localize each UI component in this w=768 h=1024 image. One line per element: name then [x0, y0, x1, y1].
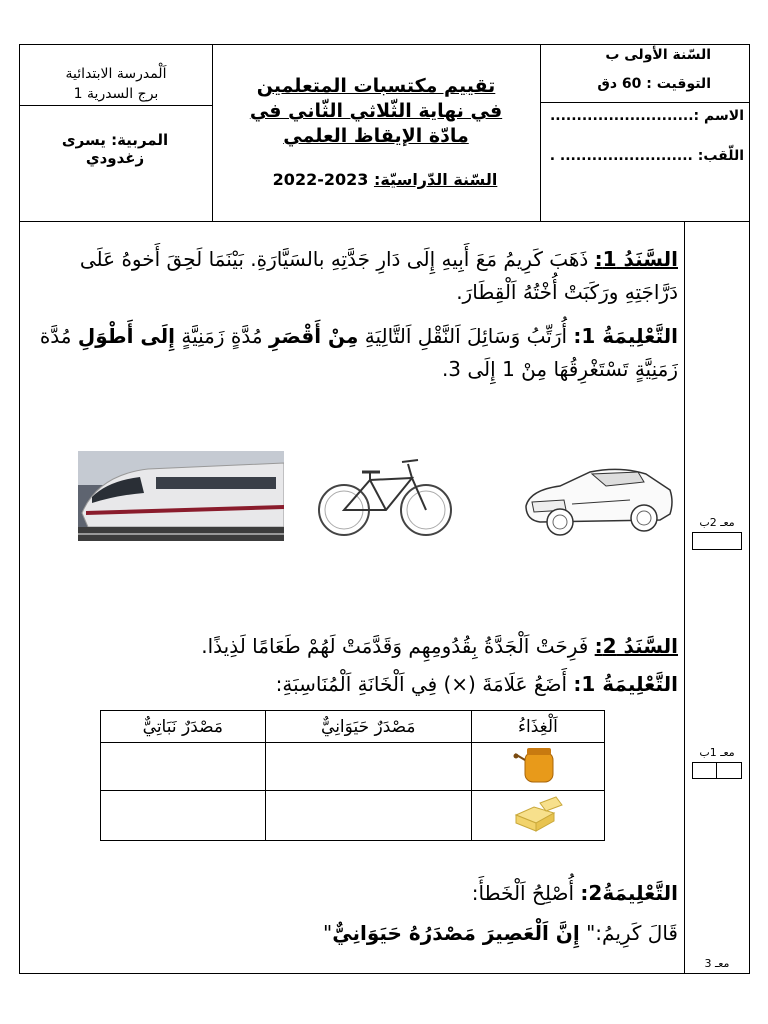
instruction-1-text-a: أُرَتِّبُ وَسَائِلَ اَلنَّقْلِ اَلتَّالِيَةِ	[358, 324, 574, 348]
food-cell-butter	[471, 791, 604, 841]
table-header-row	[101, 711, 605, 743]
page-border-right	[749, 44, 750, 974]
criterion-1b-score-box-b[interactable]	[716, 762, 742, 779]
table-row	[101, 791, 605, 841]
criterion-1b-label: معـ 1ب	[699, 746, 735, 759]
exam-duration: التوقيت : 60 دق	[597, 76, 711, 92]
school-name: اَلْمدرسة الابتدائية	[65, 66, 167, 82]
header-divider-school	[19, 105, 213, 106]
quote-prefix: قَالَ كَرِيمُ:"	[579, 921, 678, 945]
instruction-2-1-text: أَضَعُ عَلَامَةَ (×) فِي اَلْخَانَةِ اَلْمُنَاسِبَةِ:	[275, 672, 574, 696]
quote-statement: إِنَّ اَلْعَصِيرَ مَصْدَرُهُ حَيَوَانِيٌّ	[332, 921, 580, 945]
support-2	[32, 630, 678, 663]
header-divider-level	[540, 102, 750, 103]
header-divider-right	[540, 44, 541, 222]
criterion-3-label: معـ 3	[704, 957, 730, 970]
food-source-table	[100, 710, 605, 841]
page-border-left	[19, 44, 20, 974]
header-animal-source: مَصْدَرٌ حَيَوَانِيٌّ	[265, 711, 471, 743]
butter-image	[510, 793, 566, 833]
instruction-1	[32, 320, 678, 386]
instruction-2-2-text: أُصْلِحُ اَلْخَطأَ:	[471, 881, 581, 905]
bicycle-image	[310, 452, 462, 542]
page-title-line3: مادّة الإيقاظ العلمي	[283, 125, 469, 147]
student-surname-field[interactable]: اللّقب: ......................... .	[549, 148, 744, 164]
quote-suffix: "	[323, 921, 333, 945]
instruction-1-text-b: مُدَّةٍ زَمَنِيَّةٍ	[175, 324, 269, 348]
karim-quote	[32, 917, 678, 950]
support-1-text: ذَهَبَ كَرِيمُ مَعَ أَبِيهِ إِلَى دَارِ جَدَّتِهِ بالسَيَّارَةِ. بَيْنَمَا لَحِقَ أَخوهُ عَلَى دَرَّاجَتِهِ ورَكَبَتْ أُخْتُهُ اَلْقِطَارَ.	[79, 247, 678, 304]
page-title-line2: في نهاية الثّلاثي الثّاني في	[249, 100, 503, 122]
honey-jar-image	[513, 744, 563, 784]
header-border-bottom	[19, 221, 750, 222]
animal-source-cell-1[interactable]	[265, 743, 471, 791]
margin-column-divider	[684, 222, 685, 974]
food-cell-honey	[471, 743, 604, 791]
school-year-value: 2023-2022	[272, 170, 369, 189]
train-image	[78, 451, 284, 541]
criterion-2b-label: معـ 2ب	[699, 516, 735, 529]
page-title-line1: تقييم مكتسبات المتعلمين	[256, 75, 496, 97]
instruction-2-1-label: التَّعْلِيمَةُ 1:	[573, 672, 678, 696]
support-2-text: فَرِحَتْ اَلْجَدَّةُ بِقُدُومِهِم وَقَدَّمَتْ لَهُمْ طَعَامًا لَذِيذًا.	[201, 634, 595, 658]
header-divider-left	[212, 44, 213, 222]
criterion-2b-score-box[interactable]	[692, 532, 742, 550]
support-1-label: السَّنَدُ 1:	[594, 247, 678, 271]
page-border-bottom	[19, 973, 750, 974]
header-plant-source: مَصْدَرٌ نَبَاتِيٌّ	[101, 711, 266, 743]
header-food: اَلْغِذَاءُ	[471, 711, 604, 743]
instruction-2-2-label: التَّعْلِيمَةُ2:	[580, 881, 678, 905]
instruction-1-bold-b: إِلَى أَطْوَلِ	[77, 324, 176, 348]
plant-source-cell-1[interactable]	[101, 743, 266, 791]
teacher-name: المربية: يسرى زغدودي	[61, 131, 169, 167]
header-border-top	[19, 44, 750, 45]
support-2-label: السَّنَدُ 2:	[594, 634, 678, 658]
animal-source-cell-2[interactable]	[265, 791, 471, 841]
instruction-1-label: التَّعْلِيمَةُ 1:	[573, 324, 678, 348]
student-name-field[interactable]: الاسم :...........................	[549, 108, 744, 124]
instruction-1-text-c: مُدَّة زَمَنِيَّةٍ تَسْتَغْرِقُهَا مِنْ 1 إِلَى 3.	[39, 324, 678, 381]
plant-source-cell-2[interactable]	[101, 791, 266, 841]
school-year	[240, 170, 530, 189]
school-year-label: السّنة الدّراسيّة:	[373, 170, 498, 189]
support-1	[32, 243, 678, 309]
instruction-2-2	[32, 877, 678, 910]
instruction-1-bold-a: مِنْ أَقْصَرِ	[268, 324, 359, 348]
car-image	[520, 460, 676, 540]
table-row	[101, 743, 605, 791]
school-location: برج السدرية 1	[73, 86, 159, 102]
instruction-2-1	[32, 668, 678, 701]
class-level: السّنة الأولى ب	[605, 47, 711, 63]
criterion-1b-score-box-a[interactable]	[692, 762, 718, 779]
